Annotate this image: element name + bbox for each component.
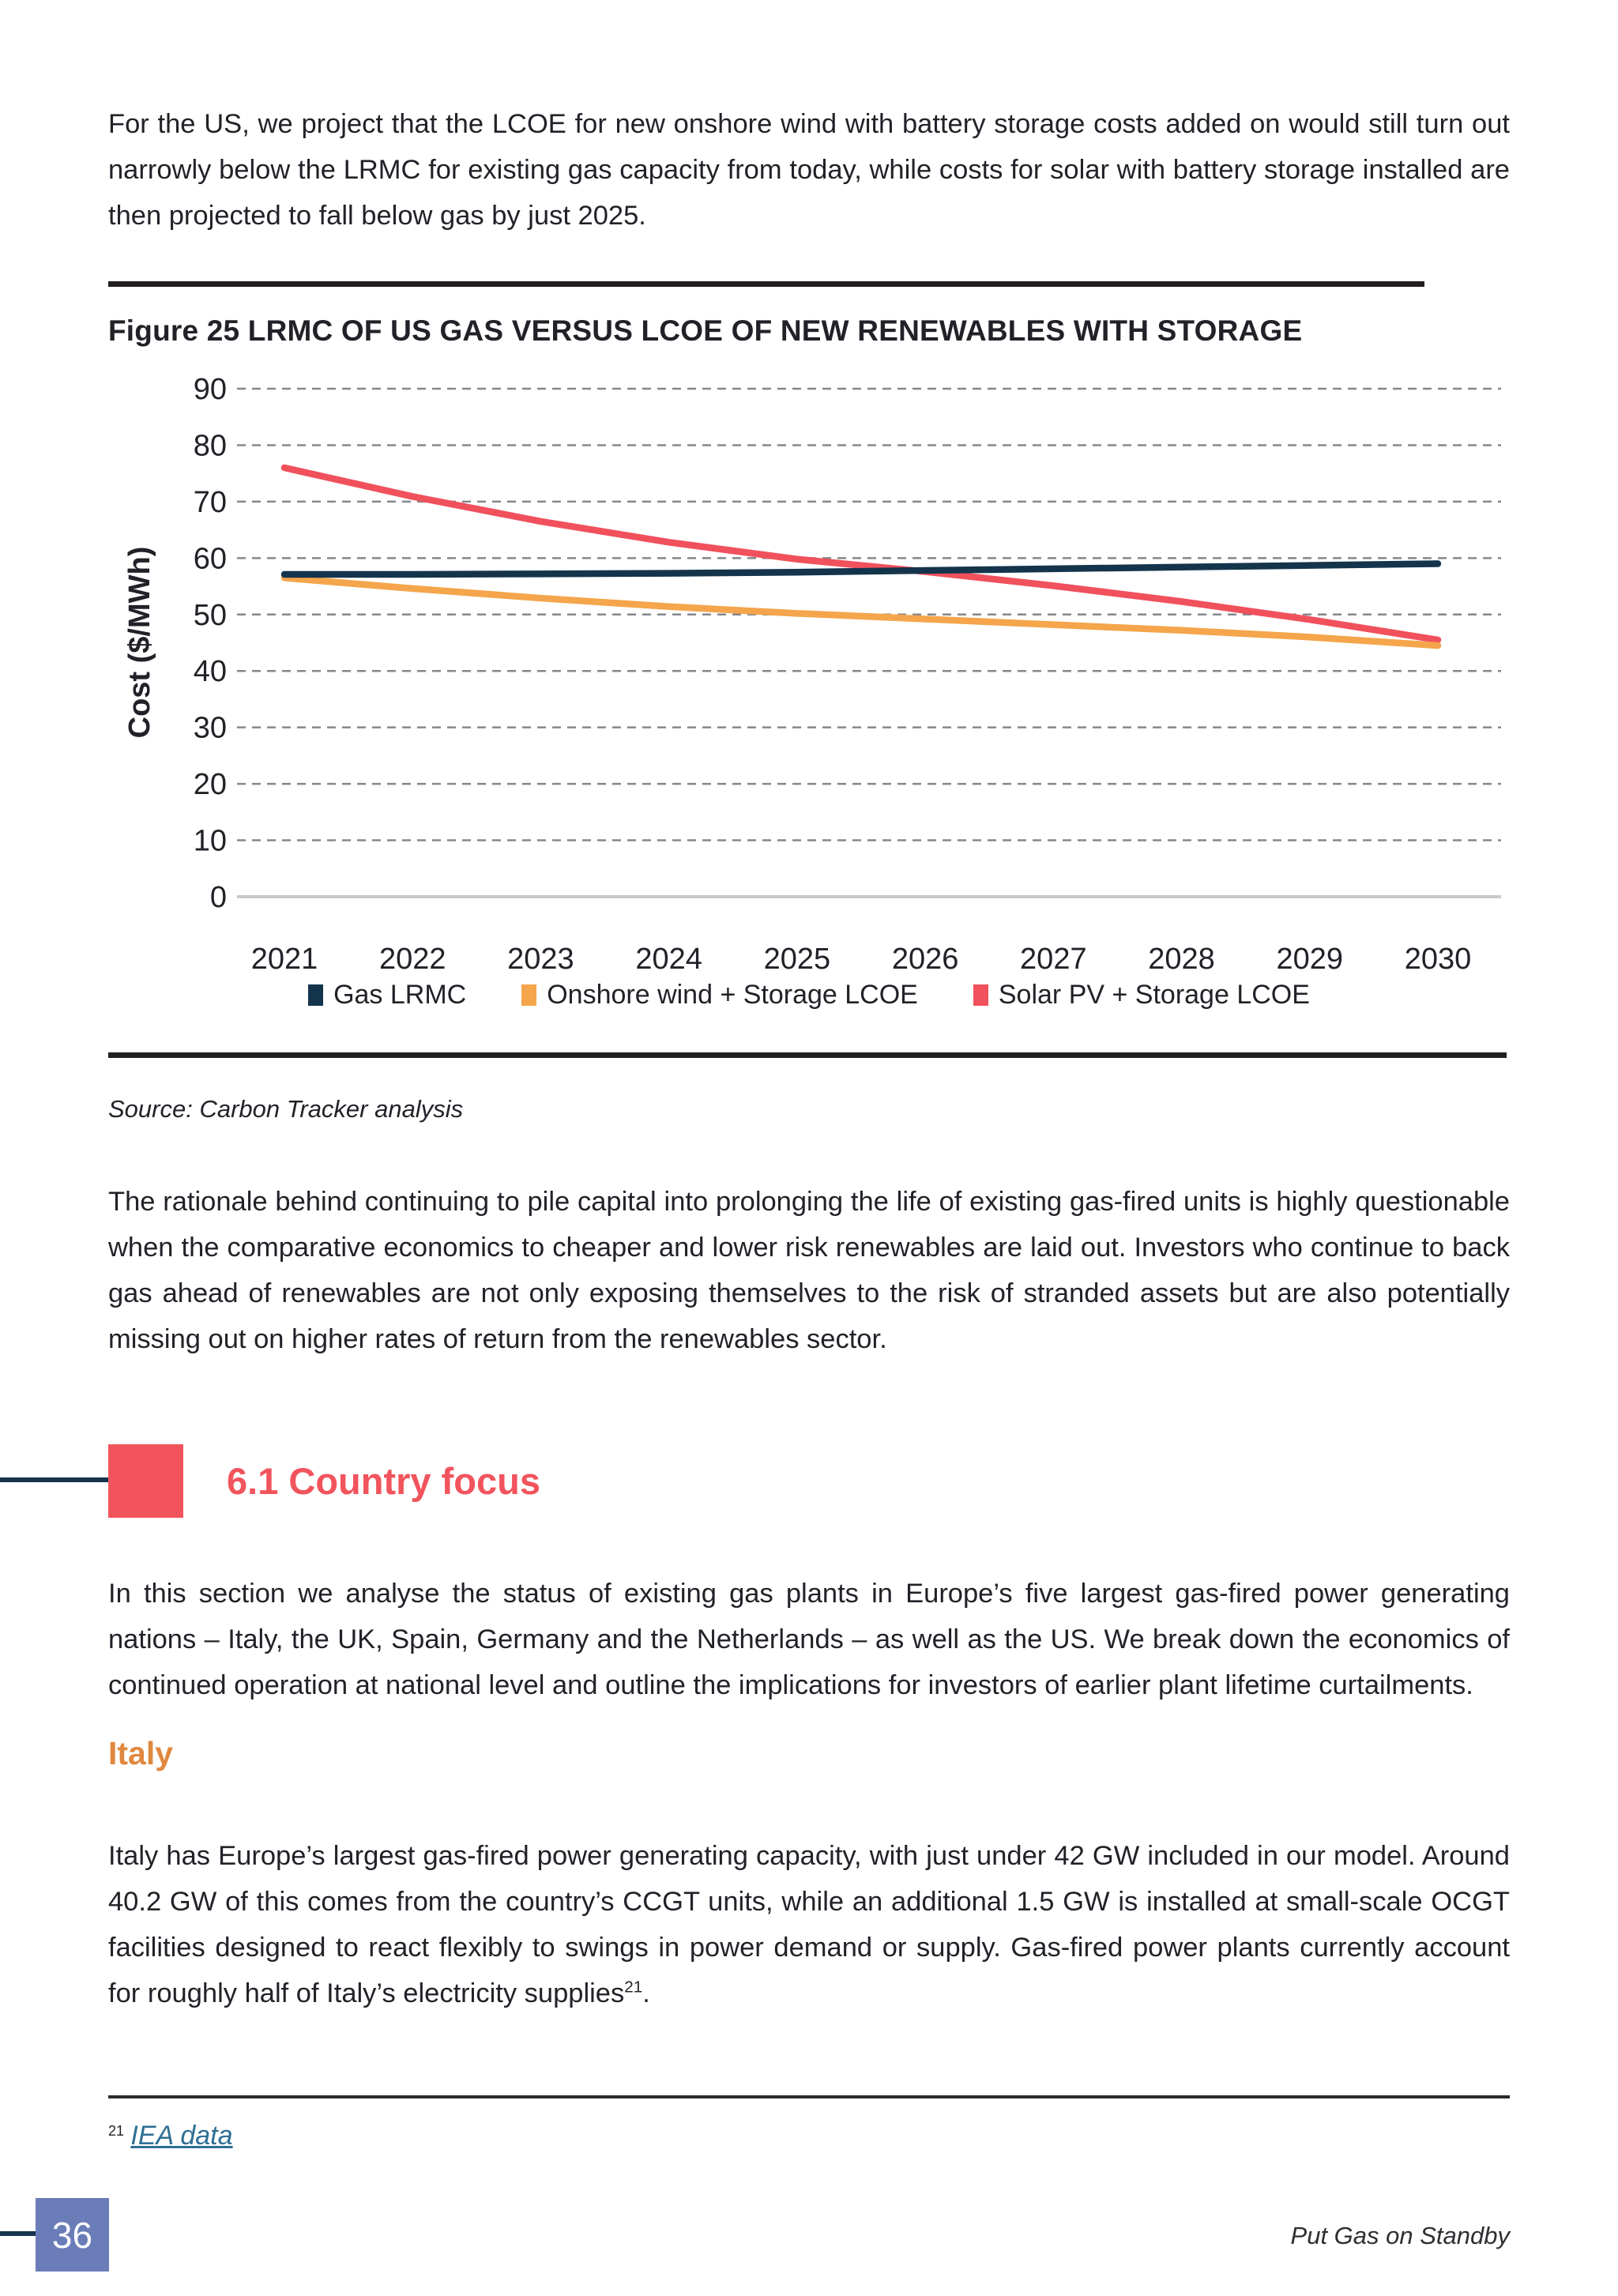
x-tick-label: 2027 bbox=[1020, 943, 1087, 976]
x-tick-label: 2023 bbox=[507, 943, 574, 976]
legend-swatch-icon bbox=[521, 984, 536, 1006]
section-accent-line bbox=[0, 1477, 108, 1482]
y-tick-label: 20 bbox=[193, 768, 227, 802]
x-tick-label: 2029 bbox=[1276, 943, 1344, 976]
y-tick-label: 50 bbox=[193, 598, 227, 632]
legend-label: Solar PV + Storage LCOE bbox=[998, 980, 1310, 1010]
y-tick-label: 10 bbox=[193, 824, 227, 858]
iea-data-link[interactable]: IEA data bbox=[130, 2121, 233, 2151]
figure-25-line-chart bbox=[108, 370, 1510, 986]
legend-label: Gas LRMC bbox=[333, 980, 467, 1010]
footnote-reference: 21 bbox=[624, 1978, 643, 1997]
italy-paragraph bbox=[108, 1833, 1510, 2016]
legend-swatch-icon bbox=[308, 984, 323, 1006]
y-tick-label: 60 bbox=[193, 542, 227, 576]
legend-label: Onshore wind + Storage LCOE bbox=[547, 980, 918, 1010]
footnote-marker: 21 bbox=[108, 2123, 125, 2139]
page-badge-line bbox=[0, 2231, 36, 2236]
figure-bottom-rule bbox=[108, 1052, 1507, 1058]
x-tick-label: 2030 bbox=[1404, 943, 1472, 976]
y-tick-label: 40 bbox=[193, 655, 227, 689]
x-tick-label: 2021 bbox=[250, 943, 318, 976]
y-tick-label: 30 bbox=[193, 711, 227, 745]
legend-item bbox=[521, 980, 918, 1011]
x-tick-label: 2026 bbox=[891, 943, 959, 976]
y-tick-label: 0 bbox=[209, 881, 227, 914]
y-tick-label: 90 bbox=[193, 373, 227, 406]
intro-paragraph: For the US, we project that the LCOE for new onshore wind with battery storage costs added on would still turn out narrowly below the LRMC for existing gas capacity from today, while costs for solar with battery storage installed are then projected to fall below gas by just 2025. bbox=[108, 109, 1510, 231]
figure-source: Source: Carbon Tracker analysis bbox=[108, 1095, 464, 1123]
figure-top-rule bbox=[108, 281, 1424, 287]
x-tick-label: 2025 bbox=[763, 943, 831, 976]
italy-paragraph-period: . bbox=[642, 1978, 650, 2008]
italy-paragraph-text: Italy has Europe’s largest gas-fired power generating capacity, with just under 42 GW included in our model. Around 40.2 GW of this comes from the country’s CCGT units, while an additional 1.5 GW is installed at small-scale OCGT facilities designed to react flexibly to swings in power demand or supply. Gas-fired power plants currently account for roughly half of Italy’s electricity supplies bbox=[108, 1841, 1510, 2008]
legend-item bbox=[308, 980, 466, 1011]
x-tick-label: 2022 bbox=[378, 943, 446, 976]
page-number-badge: 36 bbox=[36, 2198, 109, 2272]
x-tick-label: 2024 bbox=[635, 943, 702, 976]
chart-canvas bbox=[108, 370, 1510, 986]
x-tick-label: 2028 bbox=[1148, 943, 1215, 976]
footnote-rule bbox=[108, 2095, 1510, 2098]
y-tick-label: 70 bbox=[193, 485, 227, 519]
section-accent-square bbox=[108, 1444, 183, 1518]
section-intro-paragraph: In this section we analyse the status of existing gas plants in Europe’s five largest gas-fired power generating nations – Italy, the UK, Spain, Germany and the Netherlands – as well as the US. We break down the economics of continued operation at national level and outline the implications for investors of earlier plant lifetime curtailments. bbox=[108, 1579, 1510, 1700]
section-title: 6.1 Country focus bbox=[227, 1460, 540, 1502]
y-tick-label: 80 bbox=[193, 429, 227, 463]
footer-report-title: Put Gas on Standby bbox=[1290, 2222, 1510, 2249]
chart-legend bbox=[108, 980, 1510, 1011]
y-axis-label: Cost ($/MWh) bbox=[123, 546, 156, 739]
legend-item bbox=[973, 980, 1310, 1011]
figure-title: Figure 25 LRMC OF US GAS VERSUS LCOE OF NEW RENEWABLES WITH STORAGE bbox=[108, 314, 1303, 347]
italy-heading: Italy bbox=[108, 1735, 174, 1771]
rationale-paragraph: The rationale behind continuing to pile capital into prolonging the life of existing gas-fired units is highly questionable when the comparative economics to cheaper and lower risk renewables are laid out. Investors who continue to back gas ahead of renewables are not only exposing themselves to the risk of stranded assets but are also potentially missing out on higher rates of return from the renewables sector. bbox=[108, 1187, 1510, 1354]
legend-swatch-icon bbox=[973, 984, 988, 1006]
footnote bbox=[108, 2121, 1510, 2151]
